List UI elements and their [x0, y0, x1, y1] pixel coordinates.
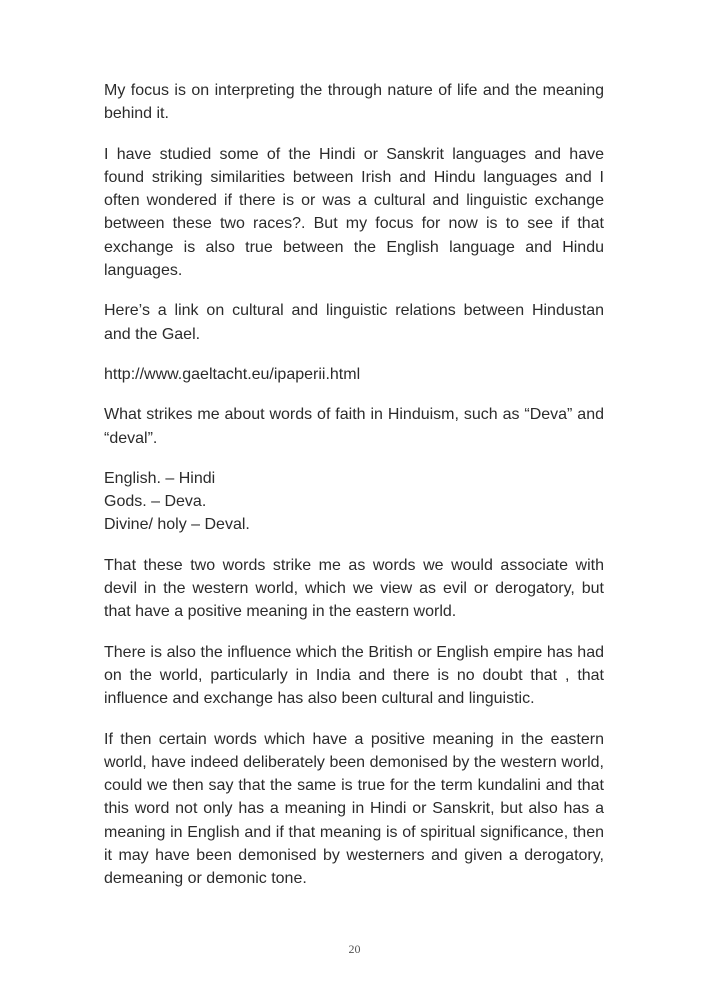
word-list — [104, 467, 604, 537]
paragraph-focus: My focus is on interpreting the through nature of life and the meaning behind it. — [104, 82, 604, 123]
word-list-row: Divine/ holy – Deval. — [104, 516, 250, 534]
paragraph-deva: What strikes me about words of faith in Hinduism, such as “Deva” and “deval”. — [104, 406, 604, 447]
paragraph-languages: I have studied some of the Hindi or Sanskrit languages and have found striking similarities between Irish and Hindu languages and I often wondered if there is or was a cultural and linguistic exchange between these two races?. But my focus for now is to see if that exchange is also true between the English language and Hindu languages. — [104, 145, 604, 280]
document-body — [104, 79, 604, 908]
paragraph-devil: That these two words strike me as words we would associate with devil in the western world, which we view as evil or derogatory, but that have a positive meaning in the eastern world. — [104, 556, 604, 621]
paragraph-influence: There is also the influence which the British or English empire has had on the world, particularly in India and there is no doubt that , that influence and exchange has also been cultural and linguistic. — [104, 643, 604, 708]
paragraph-link-intro: Here’s a link on cultural and linguistic relations between Hindustan and the Gael. — [104, 302, 604, 343]
page-number: 20 — [348, 942, 361, 956]
word-list-row: Gods. – Deva. — [104, 493, 207, 511]
word-list-header: English. – Hindi — [104, 469, 216, 487]
paragraph-url: http://www.gaeltacht.eu/ipaperii.html — [104, 365, 361, 383]
paragraph-kundalini: If then certain words which have a positive meaning in the eastern world, have indeed deliberately been demonised by the western world, could we then say that the same is true for the term kundalini and that this word not only has a meaning in Hindi or Sanskrit, but also has a meaning in English and if that meaning is of spiritual significance, then it may have been demonised by westerners and given a derogatory, demeaning or demonic tone. — [104, 730, 604, 888]
